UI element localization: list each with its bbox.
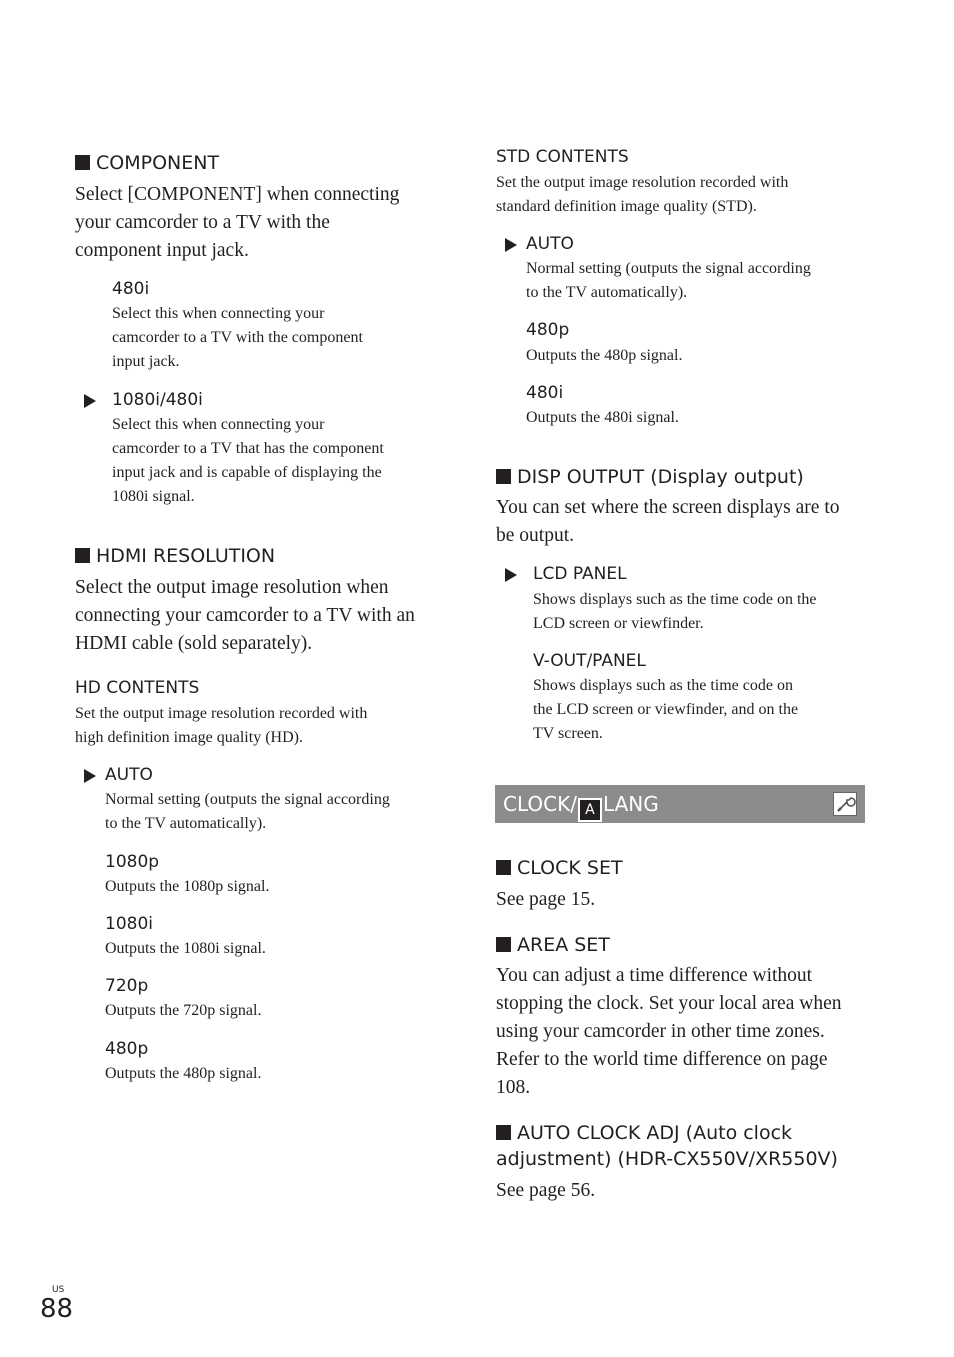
hd-1080i-desc: Outputs the 1080i signal. — [105, 940, 266, 957]
std-480p-desc: Outputs the 480p signal. — [526, 347, 683, 364]
hd-480p-desc: Outputs the 480p signal. — [105, 1065, 262, 1082]
language-icon: A — [578, 798, 602, 822]
clock-lang-banner — [495, 785, 865, 823]
std-auto-label: AUTO — [526, 234, 574, 254]
banner-title: CLOCK/ A LANG — [503, 791, 659, 822]
std-480i-label: 480i — [526, 383, 564, 403]
component-body: Select [COMPONENT] when connecting your camcorder to a TV with the component input jack. — [75, 184, 400, 261]
hdmi-body: Select the output image resolution when connecting your camcorder to a TV with an HDMI cable (sold separately). — [75, 577, 415, 654]
auto-clock-adj-heading: AUTO CLOCK ADJ (Auto clock adjustment) (HDR-CX550V/XR550V) — [496, 1122, 838, 1170]
page-region: US — [52, 1285, 65, 1295]
lcd-panel-desc: Shows displays such as the time code on the LCD screen or viewfinder. — [533, 591, 817, 632]
option-1080i480i-label: 1080i/480i — [112, 390, 203, 410]
std-contents-heading: STD CONTENTS — [496, 147, 629, 167]
hd-contents-heading: HD CONTENTS — [75, 678, 200, 698]
option-480i-label: 480i — [112, 279, 150, 299]
lcd-panel-label: LCD PANEL — [533, 564, 627, 584]
hdmi-heading: HDMI RESOLUTION — [75, 543, 275, 569]
disp-output-body: You can set where the screen displays are to be output. — [496, 497, 840, 546]
clock-set-body: See page 15. — [496, 889, 596, 910]
hd-1080p-label: 1080p — [105, 852, 160, 872]
area-set-body: You can adjust a time difference without stopping the clock. Set your local area when using your camcorder in other time zones. Refer to the world time difference on page 108. — [496, 965, 842, 1098]
hd-480p-label: 480p — [105, 1039, 149, 1059]
default-marker-icon — [84, 769, 96, 783]
std-480p-label: 480p — [526, 320, 570, 340]
page-number: 88 — [40, 1294, 74, 1324]
std-auto-desc: Normal setting (outputs the signal according to the TV automatically). — [526, 260, 811, 301]
hd-720p-label: 720p — [105, 976, 149, 996]
std-contents-body: Set the output image resolution recorded with standard definition image quality (STD). — [496, 174, 789, 215]
hd-auto-desc: Normal setting (outputs the signal according to the TV automatically). — [105, 791, 390, 832]
hd-1080p-desc: Outputs the 1080p signal. — [105, 878, 270, 895]
default-marker-icon — [505, 238, 517, 252]
clock-set-heading: CLOCK SET — [496, 855, 623, 881]
vout-panel-label: V-OUT/PANEL — [533, 651, 646, 671]
vout-panel-desc: Shows displays such as the time code on the LCD screen or viewfinder, and on the TV screen. — [533, 677, 799, 742]
hd-contents-body: Set the output image resolution recorded with high definition image quality (HD). — [75, 705, 368, 746]
option-1080i480i-desc: Select this when connecting your camcorder to a TV that has the component input jack and is capable of displaying the 1080i signal. — [112, 416, 384, 505]
option-480i-desc: Select this when connecting your camcorder to a TV with the component input jack. — [112, 305, 363, 370]
auto-clock-adj-body: See page 56. — [496, 1180, 596, 1201]
hd-720p-desc: Outputs the 720p signal. — [105, 1002, 262, 1019]
hd-1080i-label: 1080i — [105, 914, 153, 934]
default-marker-icon — [84, 394, 96, 408]
area-set-heading: AREA SET — [496, 932, 610, 958]
std-480i-desc: Outputs the 480i signal. — [526, 409, 679, 426]
component-heading: COMPONENT — [75, 150, 219, 176]
hd-auto-label: AUTO — [105, 765, 153, 785]
wrench-icon — [833, 792, 857, 816]
default-marker-icon — [505, 568, 517, 582]
disp-output-heading: DISP OUTPUT (Display output) — [496, 464, 804, 490]
